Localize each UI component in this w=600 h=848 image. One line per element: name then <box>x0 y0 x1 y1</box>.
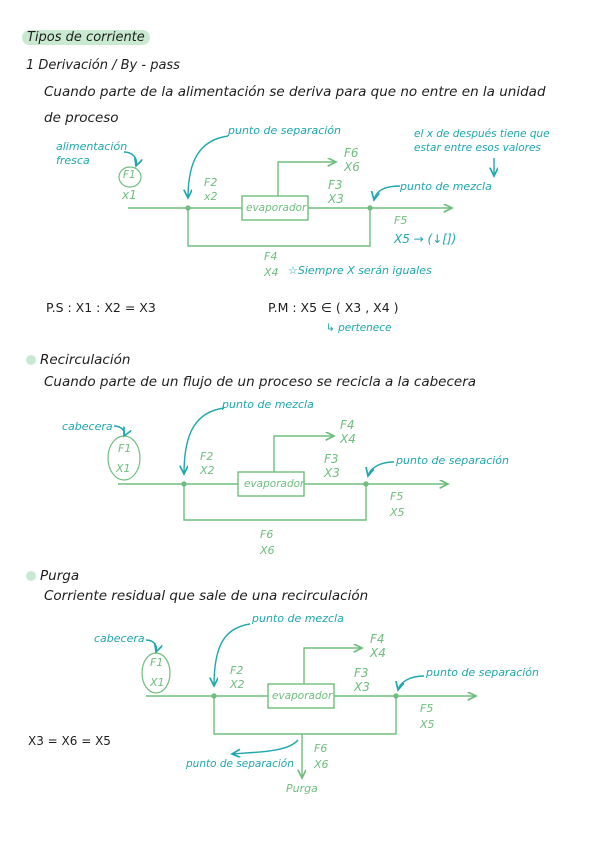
purge-head-label: cabecera <box>94 632 145 645</box>
purge-x2: X2 <box>230 678 245 691</box>
bypass-x1: x1 <box>122 188 137 202</box>
page-title: Tipos de corriente <box>22 30 150 45</box>
recycle-F6: F6 <box>260 528 274 541</box>
purge-F6: F6 <box>314 742 328 755</box>
bypass-mix-label: punto de mezcla <box>400 180 492 193</box>
purge-x3: X3 <box>354 680 370 694</box>
bypass-F6: F6 <box>344 146 359 160</box>
bypass-x4: X4 <box>264 266 279 279</box>
bypass-x3: X3 <box>328 192 344 206</box>
purge-F4: F4 <box>370 632 385 646</box>
purge-F2: F2 <box>230 664 244 677</box>
purge-mix-label: punto de mezcla <box>252 612 344 625</box>
bypass-note-line1: el x de después tiene que <box>414 128 550 140</box>
bypass-note-line2: estar entre esos valores <box>414 142 541 154</box>
purge-F1: F1 <box>150 656 164 669</box>
bypass-unit-label: evaporador <box>246 202 307 214</box>
bypass-F5: F5 <box>394 214 408 227</box>
recycle-unit-label: evaporador <box>244 478 305 490</box>
purge-equation: X3 = X6 = X5 <box>28 734 111 748</box>
recycle-x1: X1 <box>116 462 131 475</box>
section3-heading-text: Purga <box>40 568 80 584</box>
feed-label-2: fresca <box>56 154 90 167</box>
bullet-icon <box>26 571 36 581</box>
purge-x5: X5 <box>420 718 435 731</box>
ps-equation: P.S : X1 : X2 = X3 <box>46 300 156 315</box>
bypass-split-label: punto de separación <box>228 124 342 137</box>
bypass-F1: F1 <box>123 169 136 181</box>
recycle-mix-label: punto de mezcla <box>222 398 314 411</box>
recycle-x4: X4 <box>340 432 356 446</box>
pm-equation: P.M : X5 ∈ ( X3 , X4 ) <box>268 300 399 315</box>
purge-x4: X4 <box>370 646 386 660</box>
recycle-x2: X2 <box>200 464 215 477</box>
section2-heading-text: Recirculación <box>40 352 131 368</box>
section1-desc-line2: de proceso <box>44 110 119 126</box>
recycle-x3: X3 <box>324 466 340 480</box>
purge-split2-label: punto de separación <box>186 758 294 770</box>
recycle-F2: F2 <box>200 450 214 463</box>
purge-F5: F5 <box>420 702 434 715</box>
purge-x1: X1 <box>150 676 165 689</box>
section1-heading: 1 Derivación / By - pass <box>26 58 180 73</box>
recycle-x5: X5 <box>390 506 405 519</box>
bypass-x2: x2 <box>204 190 218 203</box>
recycle-x6: X6 <box>260 544 275 557</box>
recycle-F5: F5 <box>390 490 404 503</box>
bypass-x6: X6 <box>344 160 360 174</box>
section3-desc: Corriente residual que sale de una recirculación <box>44 588 369 604</box>
recycle-F1: F1 <box>118 442 132 455</box>
feed-label-1: alimentación <box>56 140 128 153</box>
bypass-F4: F4 <box>264 250 278 263</box>
section3-heading <box>26 568 79 584</box>
section2-desc: Cuando parte de un flujo de un proceso se recicla a la cabecera <box>44 374 477 390</box>
bypass-x5: X5 → (↓[]) <box>394 232 457 246</box>
purge-x6: X6 <box>314 758 329 771</box>
bypass-star-note: ☆Siempre X serán iguales <box>288 264 432 277</box>
recycle-split-label: punto de separación <box>396 454 510 467</box>
section1-desc-line1: Cuando parte de la alimentación se deriva para que no entre en la unidad <box>44 84 546 100</box>
section2-heading <box>26 352 130 368</box>
recycle-F4: F4 <box>340 418 355 432</box>
bullet-icon <box>26 355 36 365</box>
purge-F3: F3 <box>354 666 369 680</box>
purge-split-label: punto de separación <box>426 666 540 679</box>
recycle-F3: F3 <box>324 452 339 466</box>
pm-pertenece: ↳ pertenece <box>326 322 392 334</box>
bypass-F3: F3 <box>328 178 343 192</box>
purge-output-label: Purga <box>286 782 318 795</box>
recycle-head-label: cabecera <box>62 420 113 433</box>
bypass-F2: F2 <box>204 176 218 189</box>
purge-unit-label: evaporador <box>272 690 333 702</box>
